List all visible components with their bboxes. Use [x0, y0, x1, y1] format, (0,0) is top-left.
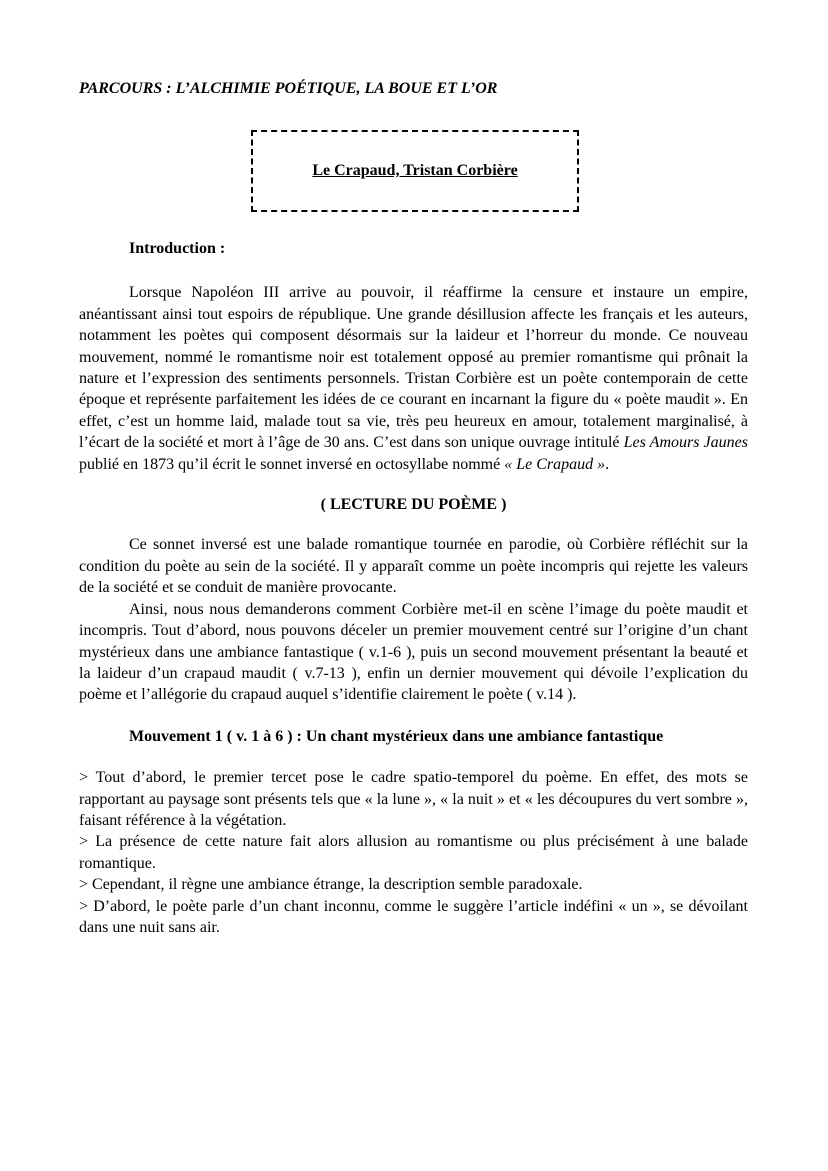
- problematique-paragraph: Ainsi, nous nous demanderons comment Corbière met-il en scène l’image du poète maudit et incompris. Tout d’abord, nous pouvons déceler un premier mouvement centré sur l’origine d’un chant mystérieux dans une ambiance fantastique ( v.1-6 ), puis un second mouvement présentant la beauté et la laideur d’un crapaud maudit ( v.7-13 ), enfin un dernier mouvement qui dévoile l’explication du poème et l’allégorie du crapaud auquel s’identifie clairement le poète ( v.14 ).: [79, 600, 748, 704]
- list-item: > Tout d’abord, le premier tercet pose le cadre spatio-temporel du poème. En effet, des mots se rapportant au paysage sont présents tels que « la lune », « la nuit » et « les découpures du vert sombre », faisant référence à la végétation.: [79, 769, 748, 829]
- list-item: > La présence de cette nature fait alors allusion au romantisme ou plus précisément à une balade romantique.: [79, 833, 748, 872]
- movement-1-heading: Mouvement 1 ( v. 1 à 6 ) : Un chant mystérieux dans une ambiance fantastique: [129, 727, 664, 745]
- intro-text-b: publié en 1873 qu’il écrit le sonnet inversé en octosyllabe nommé: [79, 455, 505, 473]
- lecture-heading: ( LECTURE DU POÈME ): [320, 496, 507, 514]
- parcours-heading: PARCOURS : L’ALCHIMIE POÉTIQUE, LA BOUE ET L’OR: [79, 80, 498, 97]
- document-body: [79, 238, 748, 938]
- presentation-paragraph: Ce sonnet inversé est une balade romantique tournée en parodie, où Corbière réfléchit sur la condition du poète au sein de la société. Il y apparaît comme un poète incompris qui rejette les valeurs de la société et se conduit de manière provocante.: [79, 536, 748, 597]
- title-box: [251, 130, 579, 212]
- work-title: Les Amours Jaunes: [623, 434, 748, 452]
- intro-text-a: Lorsque Napoléon III arrive au pouvoir, il réaffirme la censure et instaure un empire, anéantissant ainsi tout espoirs de république. Une grande désillusion affecte les français et les auteurs, notamment les poètes qui composent désormais sur la laideur et l’horreur du monde. Ce nouveau mouvement, nommé le romantisme noir est totalement opposé au premier romantisme qui prônait la nature et l’expression des sentiments personnels. Tristan Corbière est un poète contemporain de cette époque et représente parfaitement les idées de ce courant en incarnant la figure du « poète maudit ». En effet, c’est un homme laid, malade tout sa vie, très peu heureux en amour, totalement marginalisé, à l’écart de la société et mort à l’âge de 30 ans. C’est dans son unique ouvrage intitulé: [79, 284, 748, 452]
- list-item: > D’abord, le poète parle d’un chant inconnu, comme le suggère l’article indéfini « un », se dévoilant dans une nuit sans air.: [79, 897, 748, 936]
- introduction-heading: Introduction :: [129, 240, 226, 257]
- list-item: > Cependant, il règne une ambiance étrange, la description semble paradoxale.: [79, 876, 583, 894]
- intro-text-end: .: [605, 455, 610, 473]
- poem-title: « Le Crapaud »: [504, 455, 606, 473]
- document-title: Le Crapaud, Tristan Corbière: [312, 162, 518, 179]
- introduction-paragraph: [79, 282, 748, 475]
